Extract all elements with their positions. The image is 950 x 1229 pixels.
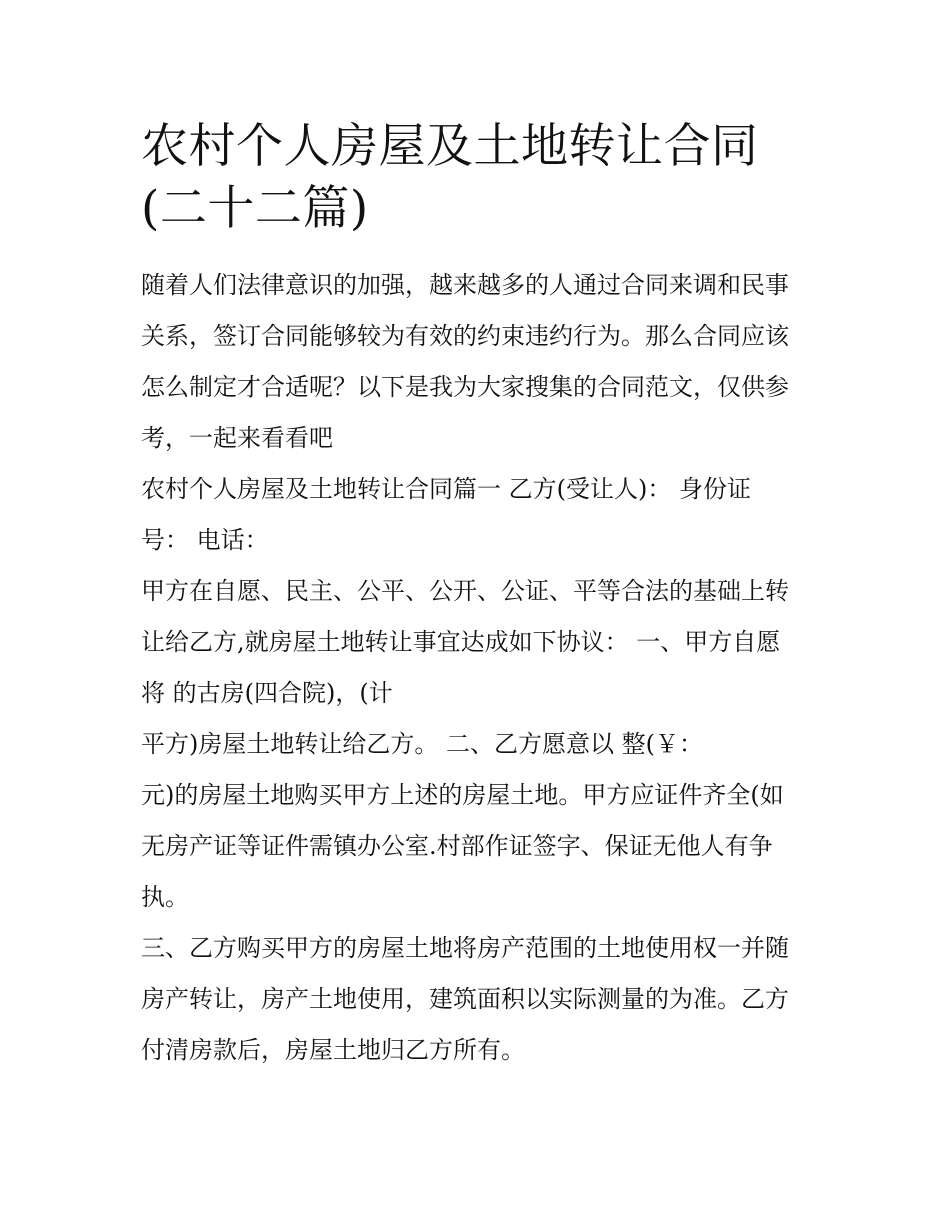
- text-line: 将 的古房(四合院)，(计: [141, 679, 393, 707]
- title-line-2: (二十二篇): [141, 181, 369, 236]
- text-line: 随着人们法律意识的加强，越来越多的人通过合同来调和民事: [141, 271, 789, 299]
- text-line: 付清房款后，房屋土地归乙方所有。: [141, 1036, 525, 1064]
- paragraph-clause-3: [141, 923, 821, 1076]
- document-content: [141, 116, 821, 1076]
- text-line: 怎么制定才合适呢？以下是我为大家搜集的合同范文，仅供参: [141, 373, 789, 401]
- text-line: 平方)房屋土地转让给乙方。 二、乙方愿意以 整(￥：: [141, 730, 703, 758]
- paragraph-parties: [141, 464, 821, 566]
- document-title: [141, 116, 821, 240]
- text-line: 让给乙方,就房屋土地转让事宜达成如下协议： 一、甲方自愿: [141, 628, 781, 656]
- paragraph-clause-2-cont: [141, 770, 821, 923]
- document-body: [141, 260, 821, 1076]
- text-line: 元)的房屋土地购买甲方上述的房屋土地。甲方应证件齐全(如: [141, 781, 784, 809]
- text-line: 甲方在自愿、民主、公平、公开、公证、平等合法的基础上转: [141, 577, 789, 605]
- text-line: 房产转让，房产土地使用，建筑面积以实际测量的为准。乙方: [141, 985, 789, 1013]
- title-line-1: 农村个人房屋及土地转让合同: [141, 119, 759, 174]
- text-line: 号： 电话：: [141, 526, 269, 554]
- paragraph-clause-1: [141, 566, 821, 719]
- text-line: 执。: [141, 883, 189, 911]
- text-line: 关系，签订合同能够较为有效的约束违约行为。那么合同应该: [141, 322, 789, 350]
- text-line: 无房产证等证件需镇办公室.村部作证签字、保证无他人有争: [141, 832, 773, 860]
- text-line: 三、乙方购买甲方的房屋土地将房产范围的土地使用权一并随: [141, 934, 789, 962]
- text-line: 考，一起来看看吧: [141, 424, 333, 452]
- paragraph-intro: [141, 260, 821, 464]
- text-line: 农村个人房屋及土地转让合同篇一 乙方(受让人)： 身份证: [141, 475, 751, 503]
- paragraph-clause-2: [141, 719, 821, 770]
